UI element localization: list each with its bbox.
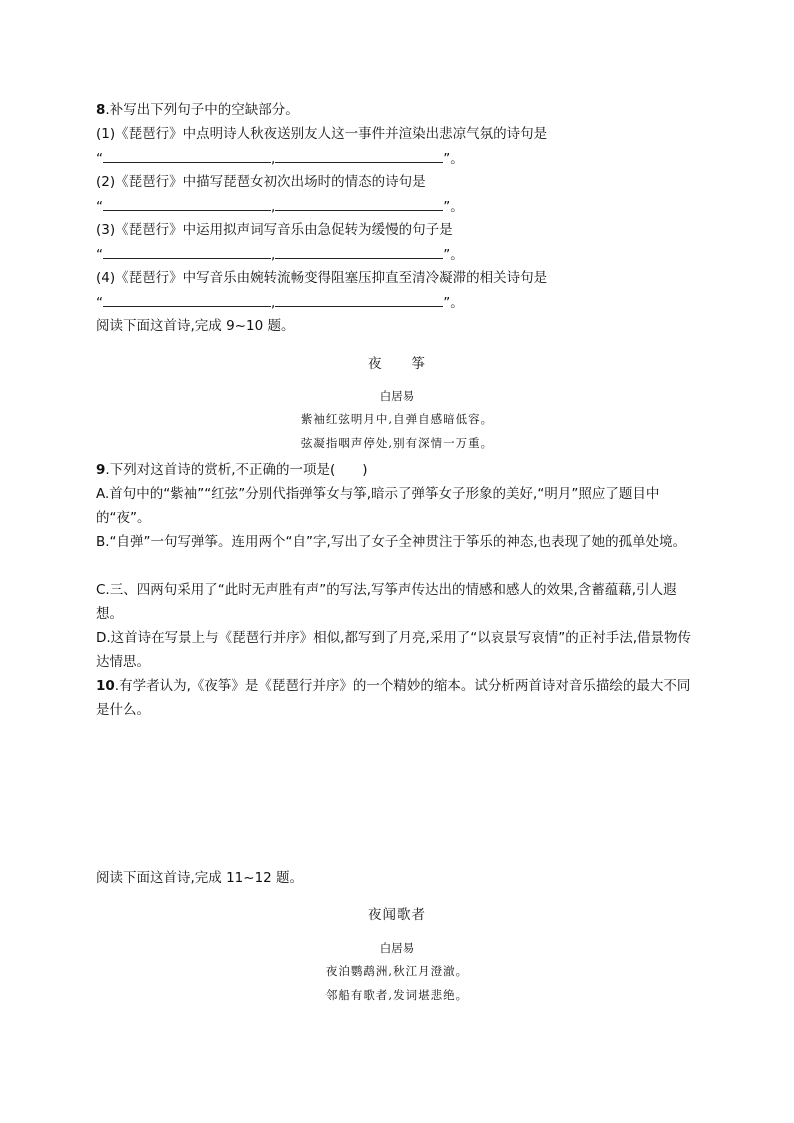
answer-blank-line-4 <box>96 292 464 313</box>
poem-title: 夜 筝 <box>368 356 426 372</box>
answer-blank[interactable] <box>103 196 271 211</box>
question-9-stem <box>96 460 368 480</box>
answer-blank[interactable] <box>275 244 443 259</box>
poem-author: 白居易 <box>379 389 415 403</box>
close-quote: ”。 <box>443 295 464 311</box>
answer-blank[interactable] <box>275 196 443 211</box>
option-c: C.三、四两句采用了“此时无声胜有声”的写法,写筝声传达出的情感和感人的效果,含蓄蕴藉,引人遐想。 <box>96 582 677 622</box>
question-8-stem <box>96 100 299 120</box>
open-quote: “ <box>96 295 103 311</box>
answer-blank-line-3 <box>96 244 464 265</box>
open-quote: “ <box>96 247 103 263</box>
option-a: A.首句中的“紫袖”“红弦”分别代指弹筝女与筝,暗示了弹筝女子形象的美好,“明月”照应了题目中的“夜”。 <box>96 486 660 526</box>
question-number: 10 <box>96 678 115 694</box>
question-text: .下列对这首诗的赏析,不正确的一项是( ) <box>105 462 368 478</box>
answer-blank[interactable] <box>275 148 443 163</box>
poem-line-2: 邻船有歌者,发词堪悲绝。 <box>325 988 469 1002</box>
close-quote: ”。 <box>443 199 464 215</box>
option-d: D.这首诗在写景上与《琵琶行并序》相似,都写到了月亮,采用了“以哀景写哀情”的正衬手法,借景物传达情思。 <box>96 630 692 670</box>
comma: , <box>271 295 276 311</box>
comma: , <box>271 247 276 263</box>
question-number: 9 <box>96 462 106 478</box>
poem-author: 白居易 <box>379 941 415 955</box>
poem-title: 夜闻歌者 <box>368 907 426 923</box>
question-10-stem <box>96 674 696 722</box>
reading-instruction-1: 阅读下面这首诗,完成 9~10 题。 <box>96 318 295 334</box>
answer-blank-line-1 <box>96 148 464 169</box>
option-b: B.“自弹”一句写弹筝。连用两个“自”字,写出了女子全神贯注于筝乐的神态,也表现了她的孤单处境。 <box>96 534 687 550</box>
comma: , <box>271 199 276 215</box>
question-number: 8 <box>96 102 106 118</box>
answer-blank-line-2 <box>96 196 464 217</box>
reading-instruction-2: 阅读下面这首诗,完成 11~12 题。 <box>96 870 304 886</box>
question-text: .有学者认为,《夜筝》是《琵琶行并序》的一个精妙的缩本。试分析两首诗对音乐描绘的最大不同是什么。 <box>96 678 691 718</box>
open-quote: “ <box>96 151 103 167</box>
question-8-item-1: (1)《琵琶行》中点明诗人秋夜送别友人这一事件并渲染出悲凉气氛的诗句是 <box>96 126 548 142</box>
poem-line-1: 夜泊鹦鹉洲,秋江月澄澈。 <box>325 964 469 978</box>
close-quote: ”。 <box>443 151 464 167</box>
comma: , <box>271 151 276 167</box>
close-quote: ”。 <box>443 247 464 263</box>
answer-blank[interactable] <box>103 244 271 259</box>
answer-blank[interactable] <box>275 292 443 307</box>
open-quote: “ <box>96 199 103 215</box>
answer-blank[interactable] <box>103 292 271 307</box>
question-8-item-3: (3)《琵琶行》中运用拟声词写音乐由急促转为缓慢的句子是 <box>96 222 453 238</box>
question-8-item-4: (4)《琵琶行》中写音乐由婉转流畅变得阻塞压抑直至清冷凝滞的相关诗句是 <box>96 270 548 286</box>
question-text: .补写出下列句子中的空缺部分。 <box>105 102 299 118</box>
question-8-item-2: (2)《琵琶行》中描写琵琶女初次出场时的情态的诗句是 <box>96 174 426 190</box>
poem-line-2: 弦凝指咽声停处,别有深情一万重。 <box>300 436 494 450</box>
answer-blank[interactable] <box>103 148 271 163</box>
poem-line-1: 紫袖红弦明月中,自弹自感暗低容。 <box>300 412 494 426</box>
